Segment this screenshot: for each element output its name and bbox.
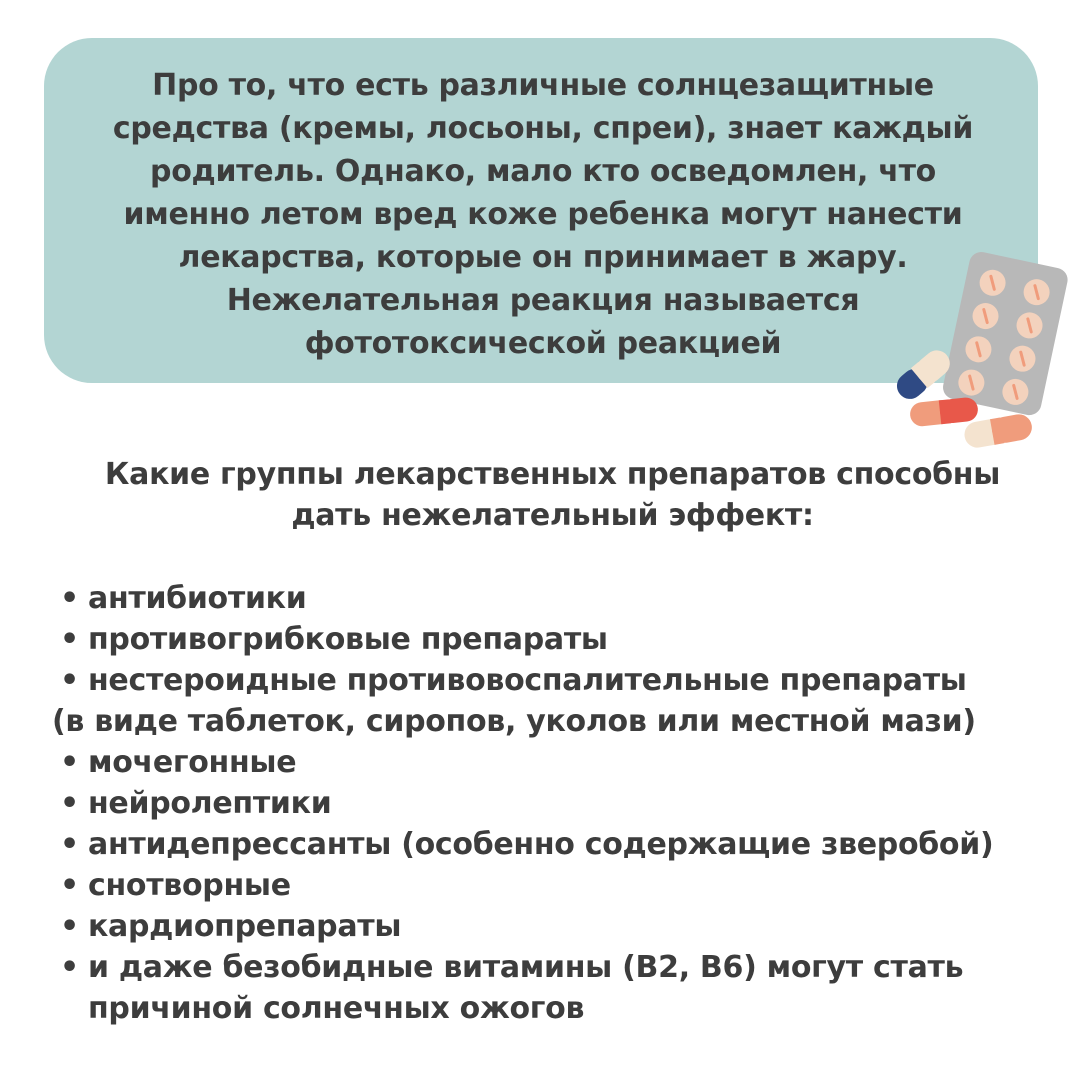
- list-item: [52, 783, 1062, 824]
- list-item-continuation: (в виде таблеток, сиропов, уколов или местной мази): [52, 704, 976, 739]
- list-item-continuation: причиной солнечных ожогов: [88, 991, 585, 1026]
- intro-line: лекарства, которые он принимает в жару.: [178, 240, 908, 275]
- list-item: [52, 824, 1062, 865]
- question-heading: [40, 454, 1065, 536]
- bullet: •: [60, 827, 79, 862]
- intro-line: Про то, что есть различные солнцезащитные: [152, 68, 934, 103]
- list-item-text: снотворные: [88, 868, 291, 903]
- list-item: [52, 742, 1062, 783]
- bullet: •: [60, 786, 79, 821]
- bullet: •: [60, 950, 79, 985]
- bullet: •: [60, 745, 79, 780]
- intro-text: [95, 64, 991, 365]
- list-item: [52, 947, 1062, 1029]
- list-item: [52, 660, 1062, 742]
- question-line: Какие группы лекарственных препаратов способны: [104, 457, 1001, 492]
- list-item: [52, 865, 1062, 906]
- list-item-text: и даже безобидные витамины (В2, В6) могут стать: [88, 950, 964, 985]
- bullet: •: [60, 663, 79, 698]
- intro-line: именно летом вред коже ребенка могут нанести: [123, 197, 963, 232]
- bullet: •: [60, 868, 79, 903]
- drug-group-list: [52, 578, 1062, 1029]
- intro-line: средства (кремы, лосьоны, спреи), знает каждый: [112, 111, 974, 146]
- bullet: •: [60, 581, 79, 616]
- intro-line: Нежелательная реакция называется: [226, 283, 860, 318]
- intro-line: родитель. Однако, мало кто осведомлен, что: [150, 154, 936, 189]
- list-item: [52, 906, 1062, 947]
- list-item-text: нейролептики: [88, 786, 332, 821]
- bullet: •: [60, 909, 79, 944]
- list-item: [52, 578, 1062, 619]
- list-item-text: антидепрессанты (особенно содержащие зверобой): [88, 827, 994, 862]
- list-item-text: мочегонные: [88, 745, 297, 780]
- question-line: дать нежелательный эффект:: [291, 498, 814, 533]
- list-item-text: кардиопрепараты: [88, 909, 402, 944]
- list-item-text: нестероидные противовоспалительные препараты: [88, 663, 967, 698]
- bullet: •: [60, 622, 79, 657]
- intro-line: фототоксической реакцией: [304, 326, 782, 361]
- pills-blister-icon: [888, 250, 1068, 450]
- list-item: [52, 619, 1062, 660]
- list-item-text: антибиотики: [88, 581, 307, 616]
- list-item-text: противогрибковые препараты: [88, 622, 608, 657]
